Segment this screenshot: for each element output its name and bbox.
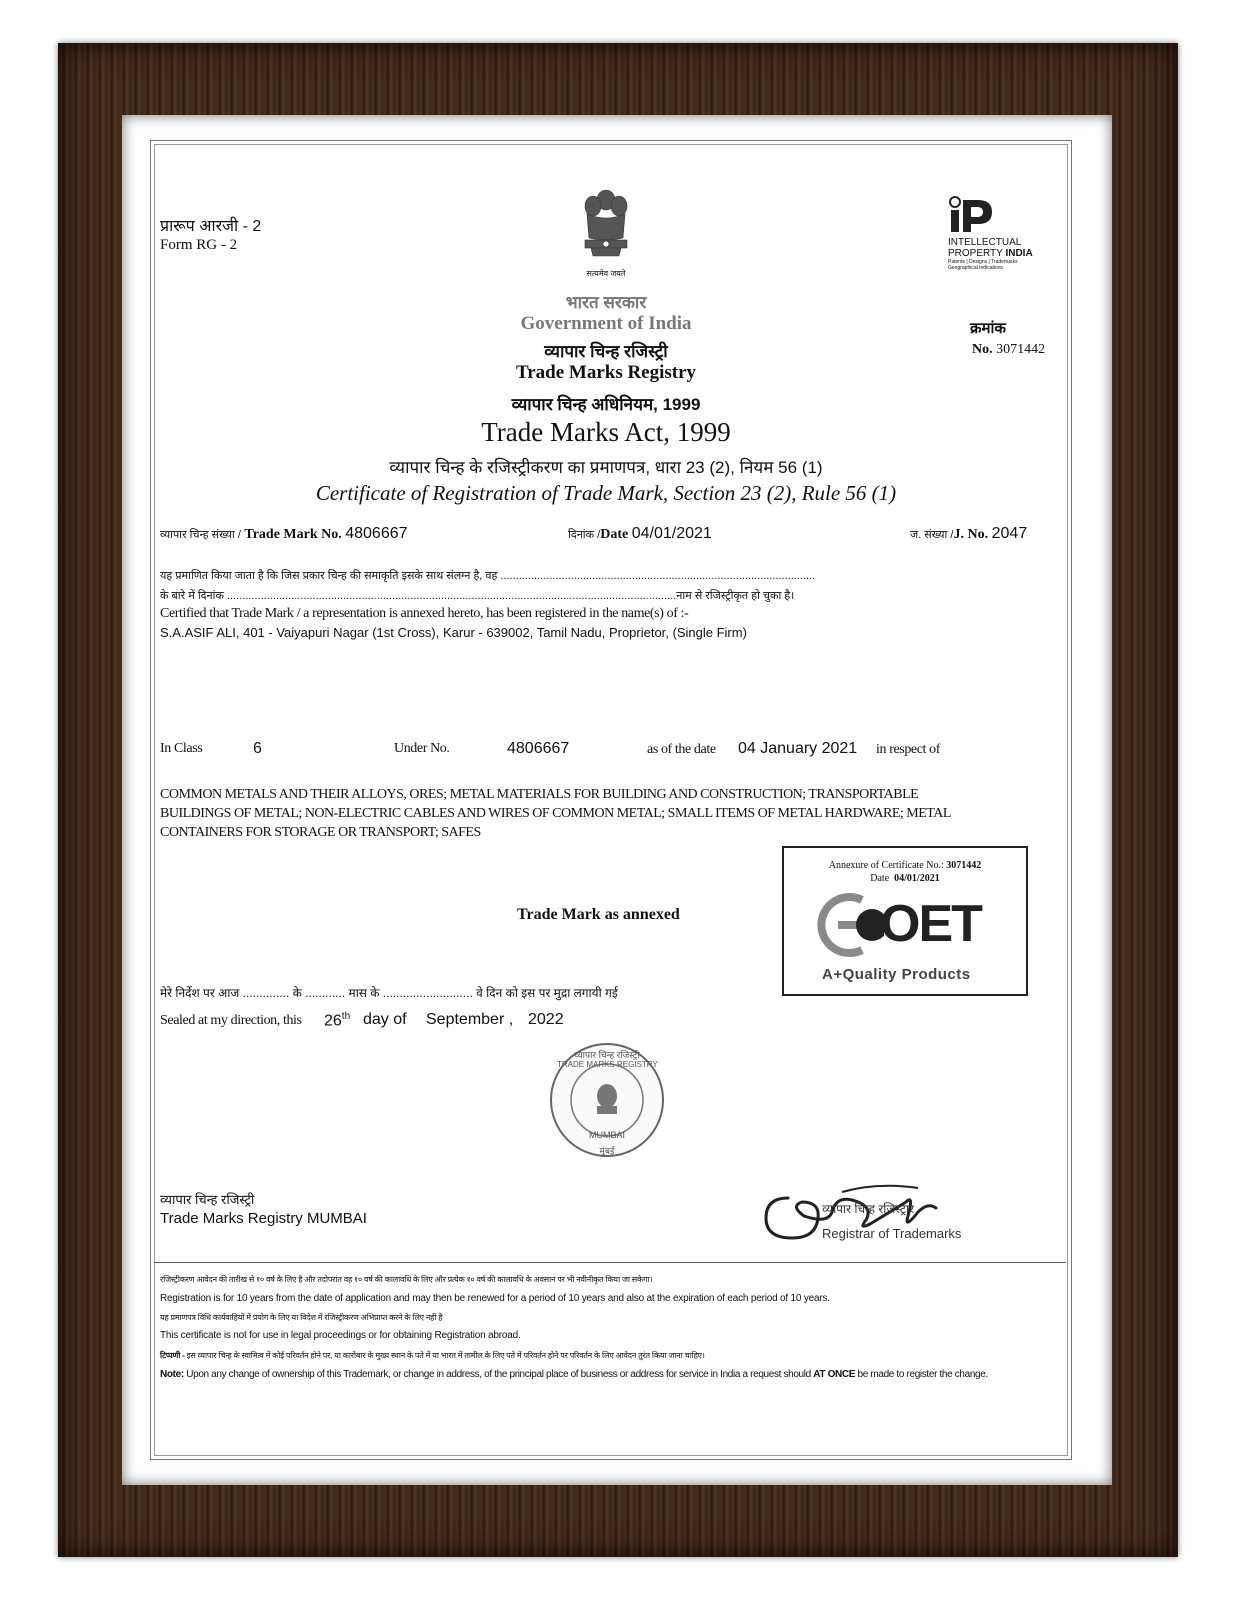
cert-hindi: व्यापार चिन्ह के रजिस्ट्रीकरण का प्रमाणपत्र, धारा 23 (2), नियम 56 (1)	[389, 458, 823, 477]
form-english: Form RG - 2	[160, 237, 238, 253]
ip-line2a: PROPERTY	[948, 248, 1006, 259]
goods-line-2: BUILDINGS OF METAL; NON-ELECTRIC CABLES AND WIRES OF COMMON METAL; SMALL ITEMS OF METAL HARDWARE; METAL	[160, 806, 951, 821]
note-2-hindi: यह प्रमाणपत्र विधि कार्यवाहियों में प्रयोग के लिए या विदेश में रजिस्ट्रीकरण अभिप्राप्त करने के लिए नहीं है	[160, 1313, 443, 1322]
signature-english: Registrar of Trademarks	[822, 1226, 962, 1241]
oet-logo-icon	[814, 890, 884, 960]
seal-city-hindi: मुंबई	[599, 1146, 615, 1156]
gov-hindi: भारत सरकार	[565, 293, 647, 312]
in-class-label: In Class	[160, 741, 203, 756]
sealed-day	[324, 1011, 350, 1030]
note-3-english	[160, 1369, 988, 1380]
note-3-text: इस व्यापार चिन्ह के स्वामित्व में कोई परिवर्तन होने पर, या कारोबार के मुख्य स्थान के पते में या भारत में तामील के लिए पते में परिवर्तन होने पर परिवर्तन के लिए आवेदन तुरंत किया जाना चाहिए।	[184, 1351, 705, 1360]
note-4-text-a: Upon any change of ownership of this Trademark, or change in address, of the principal place of business or address for service in India a request should	[183, 1369, 814, 1380]
note-4-text-c: be made to register the change.	[855, 1369, 988, 1380]
ip-line1: INTELLECTUAL	[948, 237, 1022, 248]
in-respect-of-label: in respect of	[876, 742, 940, 757]
in-class-value: 6	[253, 740, 262, 757]
date-label-hindi: दिनांक /	[568, 529, 601, 541]
serial-label: No.	[972, 342, 993, 357]
as-of-date-label: as of the date	[647, 742, 716, 757]
national-emblem-icon	[575, 186, 637, 278]
under-no-label: Under No.	[394, 741, 450, 756]
certify-english: Certified that Trade Mark / a representation is annexed hereto, has been registered in the name(s) of :-	[160, 606, 689, 621]
sealed-day-of: day of	[363, 1011, 407, 1028]
form-hindi: प्रारूप आरजी - 2	[160, 218, 262, 235]
act-hindi: व्यापार चिन्ह अधिनियम, 1999	[511, 395, 701, 414]
tm-label-hindi: व्यापार चिन्ह संख्या /	[160, 529, 241, 541]
annex-date	[784, 873, 1026, 884]
trade-mark-no	[160, 525, 408, 543]
date-value: 04/01/2021	[631, 525, 712, 542]
annex-date-value: 04/01/2021	[894, 873, 940, 884]
sealed-year: 2022	[528, 1011, 564, 1028]
registry-seal-stamp	[547, 1040, 667, 1160]
sealed-hindi: मेरे निर्देश पर आज .............. के ............ मास के ........................... वे दिन को इस पर मुद्रा लगायी गई	[160, 986, 618, 1000]
proprietor: S.A.ASIF ALI, 401 - Vaiyapuri Nagar (1st Cross), Karur - 639002, Tamil Nadu, Proprietor, (Single Firm)	[160, 625, 747, 640]
ip-line2	[948, 248, 1033, 259]
annex-cert-label: Annexure of Certificate No.:	[828, 860, 944, 871]
sealed-day-suffix: th	[341, 1011, 351, 1022]
note-3-label: टिप्पणी -	[160, 1351, 185, 1360]
as-of-date-value: 04 January 2021	[738, 740, 858, 757]
cert-date	[568, 525, 712, 543]
goods-description	[160, 785, 951, 842]
cert-english: Certificate of Registration of Trade Mark, Section 23 (2), Rule 56 (1)	[315, 481, 897, 505]
footer-registry-english: Trade Marks Registry MUMBAI	[160, 1210, 367, 1227]
footer-registry-hindi: व्यापार चिन्ह रजिस्ट्री	[160, 1192, 255, 1207]
trademark-annexure-box	[782, 846, 1028, 996]
sealed-label: Sealed at my direction, this	[160, 1013, 302, 1028]
ip-india-text	[948, 237, 1033, 271]
seal-top-text: व्यापार चिन्ह रजिस्ट्री	[574, 1050, 640, 1060]
act-english: Trade Marks Act, 1999	[481, 417, 731, 447]
annex-cert-no	[784, 860, 1026, 871]
tm-label: Trade Mark No.	[244, 527, 342, 542]
j-no	[910, 525, 1027, 543]
registry-hindi: व्यापार चिन्ह रजिस्ट्री	[544, 342, 668, 361]
serial-label-hindi: क्रमांक	[970, 320, 1006, 337]
certify-hindi-2: के बारे में दिनांक ...................................................................................................................................................नाम से रजिस्ट्रीकृत हो चुका है।	[160, 590, 795, 602]
signature-hindi: व्यापार चिन्ह रजिस्ट्रार	[822, 1202, 915, 1216]
j-value: 2047	[991, 525, 1028, 542]
note-1-hindi: रजिस्ट्रीकरण आवेदन की तारीख से १० वर्ष के लिए है और तदोपरांत वह १० वर्ष की कालावधि के लिए और प्रत्येक १० वर्ष की कालावधि के अवसान पर भी नवीनीकृत किया जा सकेगा।	[160, 1275, 653, 1284]
serial-value: 3071442	[996, 342, 1046, 357]
annex-date-label: Date	[870, 873, 890, 884]
ip-line4: Geographical Indications	[948, 265, 1004, 271]
emblem-motto: सत्यमेव जयते	[586, 269, 626, 278]
oet-brand: OET	[880, 895, 981, 953]
oet-tagline: A+Quality Products	[822, 966, 971, 983]
footer-divider	[154, 1262, 1066, 1263]
note-1-english: Registration is for 10 years from the date of application and may then be renewed for a period of 10 years and also at the expiration of each period of 10 years.	[160, 1293, 830, 1304]
date-label: Date	[600, 527, 629, 542]
note-3-hindi	[160, 1350, 705, 1361]
annex-cert-value: 3071442	[946, 860, 982, 871]
ip-line2b: INDIA	[1005, 248, 1033, 259]
goods-line-3: CONTAINERS FOR STORAGE OR TRANSPORT; SAFES	[160, 825, 481, 840]
under-no-value: 4806667	[507, 740, 570, 757]
sealed-day-value: 26	[324, 1012, 342, 1030]
j-label-hindi: ज. संख्या /	[910, 529, 954, 541]
ip-india-logo-icon	[948, 196, 998, 236]
goods-line-1: COMMON METALS AND THEIR ALLOYS, ORES; METAL MATERIALS FOR BUILDING AND CONSTRUCTION; TRANSPORTABLE	[160, 787, 919, 802]
registry-english: Trade Marks Registry	[515, 362, 697, 383]
trade-mark-as-annexed: Trade Mark as annexed	[517, 906, 680, 923]
seal-ring-text: TRADE MARKS REGISTRY	[557, 1060, 658, 1069]
seal-city: MUMBAI	[589, 1130, 625, 1140]
note-2-english: This certificate is not for use in legal proceedings or for obtaining Registration abroad.	[160, 1330, 521, 1341]
gov-english: Government of India	[520, 313, 692, 334]
j-label: J. No.	[953, 527, 989, 542]
note-4-emphasis: AT ONCE	[813, 1369, 856, 1380]
certify-hindi-1: यह प्रमाणित किया जाता है कि जिस प्रकार चिन्ह की समाकृति इसके साथ संलग्न है, वह .......................................................................................................	[160, 570, 816, 582]
tm-value: 4806667	[345, 525, 408, 542]
note-4-label: Note:	[160, 1369, 184, 1380]
ip-line3: Patents | Designs | Trademarks	[948, 259, 1018, 265]
sealed-month: September ,	[426, 1011, 514, 1028]
serial-number	[972, 342, 1045, 358]
